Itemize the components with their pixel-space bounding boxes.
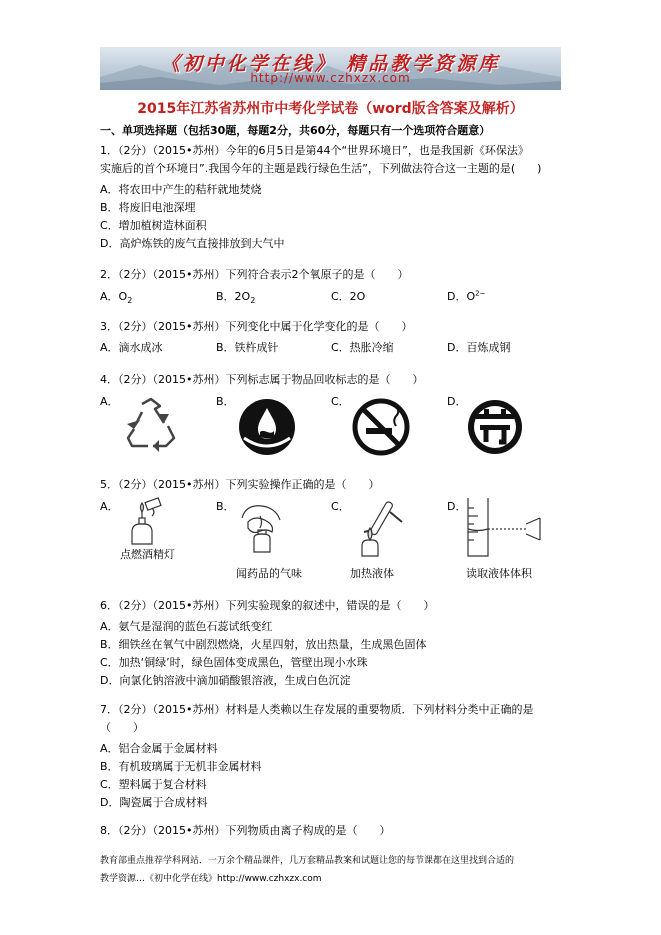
header-banner [100,47,561,90]
q3-option-a: A．滴水成冰 [100,341,163,354]
heating-liquid-icon [350,498,406,558]
alcohol-lamp-lighting-icon [122,496,168,546]
q3-stem: 3．（2分）（2015•苏州）下列变化中属于化学变化的是（ ） [100,320,413,333]
q2-option-c: C．2O [331,290,366,303]
q5-letter-c: C． [331,500,350,513]
water-saving-icon [238,398,296,456]
q4-letter-d: D． [447,395,467,408]
banner-title: 《初中化学在线》 精品教学资源库 [160,53,501,75]
q3-option-d: D．百炼成钢 [447,341,511,354]
q8-stem: 8．（2分）（2015•苏州）下列物质由离子构成的是（ ） [100,824,391,837]
q1-option-a: A．将农田中产生的秸秆就地焚烧 [100,183,262,196]
q2-option-d: D．$O^{2-}$ [447,289,486,303]
q2-stem: 2．（2分）（2015•苏州）下列符合表示2个氧原子的是（ ） [100,268,409,281]
q5-letter-b: B． [216,500,235,513]
reading-liquid-volume-icon [464,496,554,560]
page-title: 2015年江苏省苏州市中考化学试卷（word版含答案及解析） [137,101,524,117]
energy-saving-icon [466,398,524,456]
q6-stem: 6．（2分）（2015•苏州）下列实验现象的叙述中，错误的是（ ） [100,599,435,612]
q5-stem: 5．（2分）（2015•苏州）下列实验操作正确的是（ ） [100,478,380,491]
q6-option-c: C．加热‘铜绿’时，绿色固体变成黑色，管壁出现小水珠 [100,656,368,669]
q1-option-c: C．增加植树造林面积 [100,219,207,232]
q3-option-b: B．铁杵成针 [216,341,279,354]
q4-stem: 4．（2分）（2015•苏州）下列标志属于物品回收标志的是（ ） [100,373,424,386]
q5-caption-b: 闻药品的气味 [236,567,302,580]
q6-option-d: D．向氯化钠溶液中滴加硝酸银溶液，生成白色沉淀 [100,674,351,687]
q5-letter-d: D． [447,500,467,513]
q2-option-b: B．$2O_2$ [216,290,256,306]
q1-stem-line1: 1．（2分）（2015•苏州）今年的6月5日是第44个“世界环境日”，也是我国新《环保法》 [100,144,529,157]
footer-line2[interactable]: 教学资源…《初中化学在线》http://www.czhxzx.com [100,874,322,884]
q7-option-d: D．陶瓷属于合成材料 [100,796,208,809]
q5-caption-c: 加热液体 [350,567,394,580]
q6-option-a: A．氨气是湿润的蓝色石蕊试纸变红 [100,620,273,633]
q1-option-d: D．高炉炼铁的废气直接排放到大气中 [100,237,285,250]
q1-option-b: B．将废旧电池深埋 [100,201,196,214]
q5-caption-a: 点燃酒精灯 [120,548,175,561]
q6-option-b: B．细铁丝在氧气中剧烈燃烧，火星四射，放出热量，生成黑色固体 [100,638,427,651]
smelling-chemical-icon [236,498,288,554]
q7-stem-line1: 7．（2分）（2015•苏州）材料是人类赖以生存发展的重要物质．下列材料分类中正确的是 [100,703,534,716]
q4-letter-b: B． [216,395,235,408]
q7-option-c: C．塑料属于复合材料 [100,778,207,791]
q7-option-a: A．铝合金属于金属材料 [100,742,218,755]
footer-line1: 教育部重点推荐学科网站．一万余个精品课件，几万套精品教案和试题让您的每节课都在这里找到合适的 [100,856,515,866]
recycle-icon [120,396,182,454]
q4-letter-c: C． [331,395,350,408]
section-heading: 一、单项选择题（包括30题，每题2分，共60分，每题只有一个选项符合题意） [100,124,491,137]
q7-stem-line2: （ ） [100,721,144,734]
q3-option-c: C．热胀冷缩 [331,341,394,354]
q4-letter-a: A． [100,395,119,408]
no-smoking-icon [352,398,410,456]
q5-letter-a: A． [100,500,119,513]
q1-stem-line2: 实施后的首个环境日”.我国今年的主题是践行绿色生活”，下列做法符合这一主题的是( ) [100,162,542,175]
q7-option-b: B．有机玻璃属于无机非金属材料 [100,760,262,773]
banner-url[interactable]: http://www.czhxzx.com [250,71,411,85]
q2-option-a: A．$O_2$ [100,290,133,306]
q5-caption-d: 读取液体体积 [466,567,532,580]
